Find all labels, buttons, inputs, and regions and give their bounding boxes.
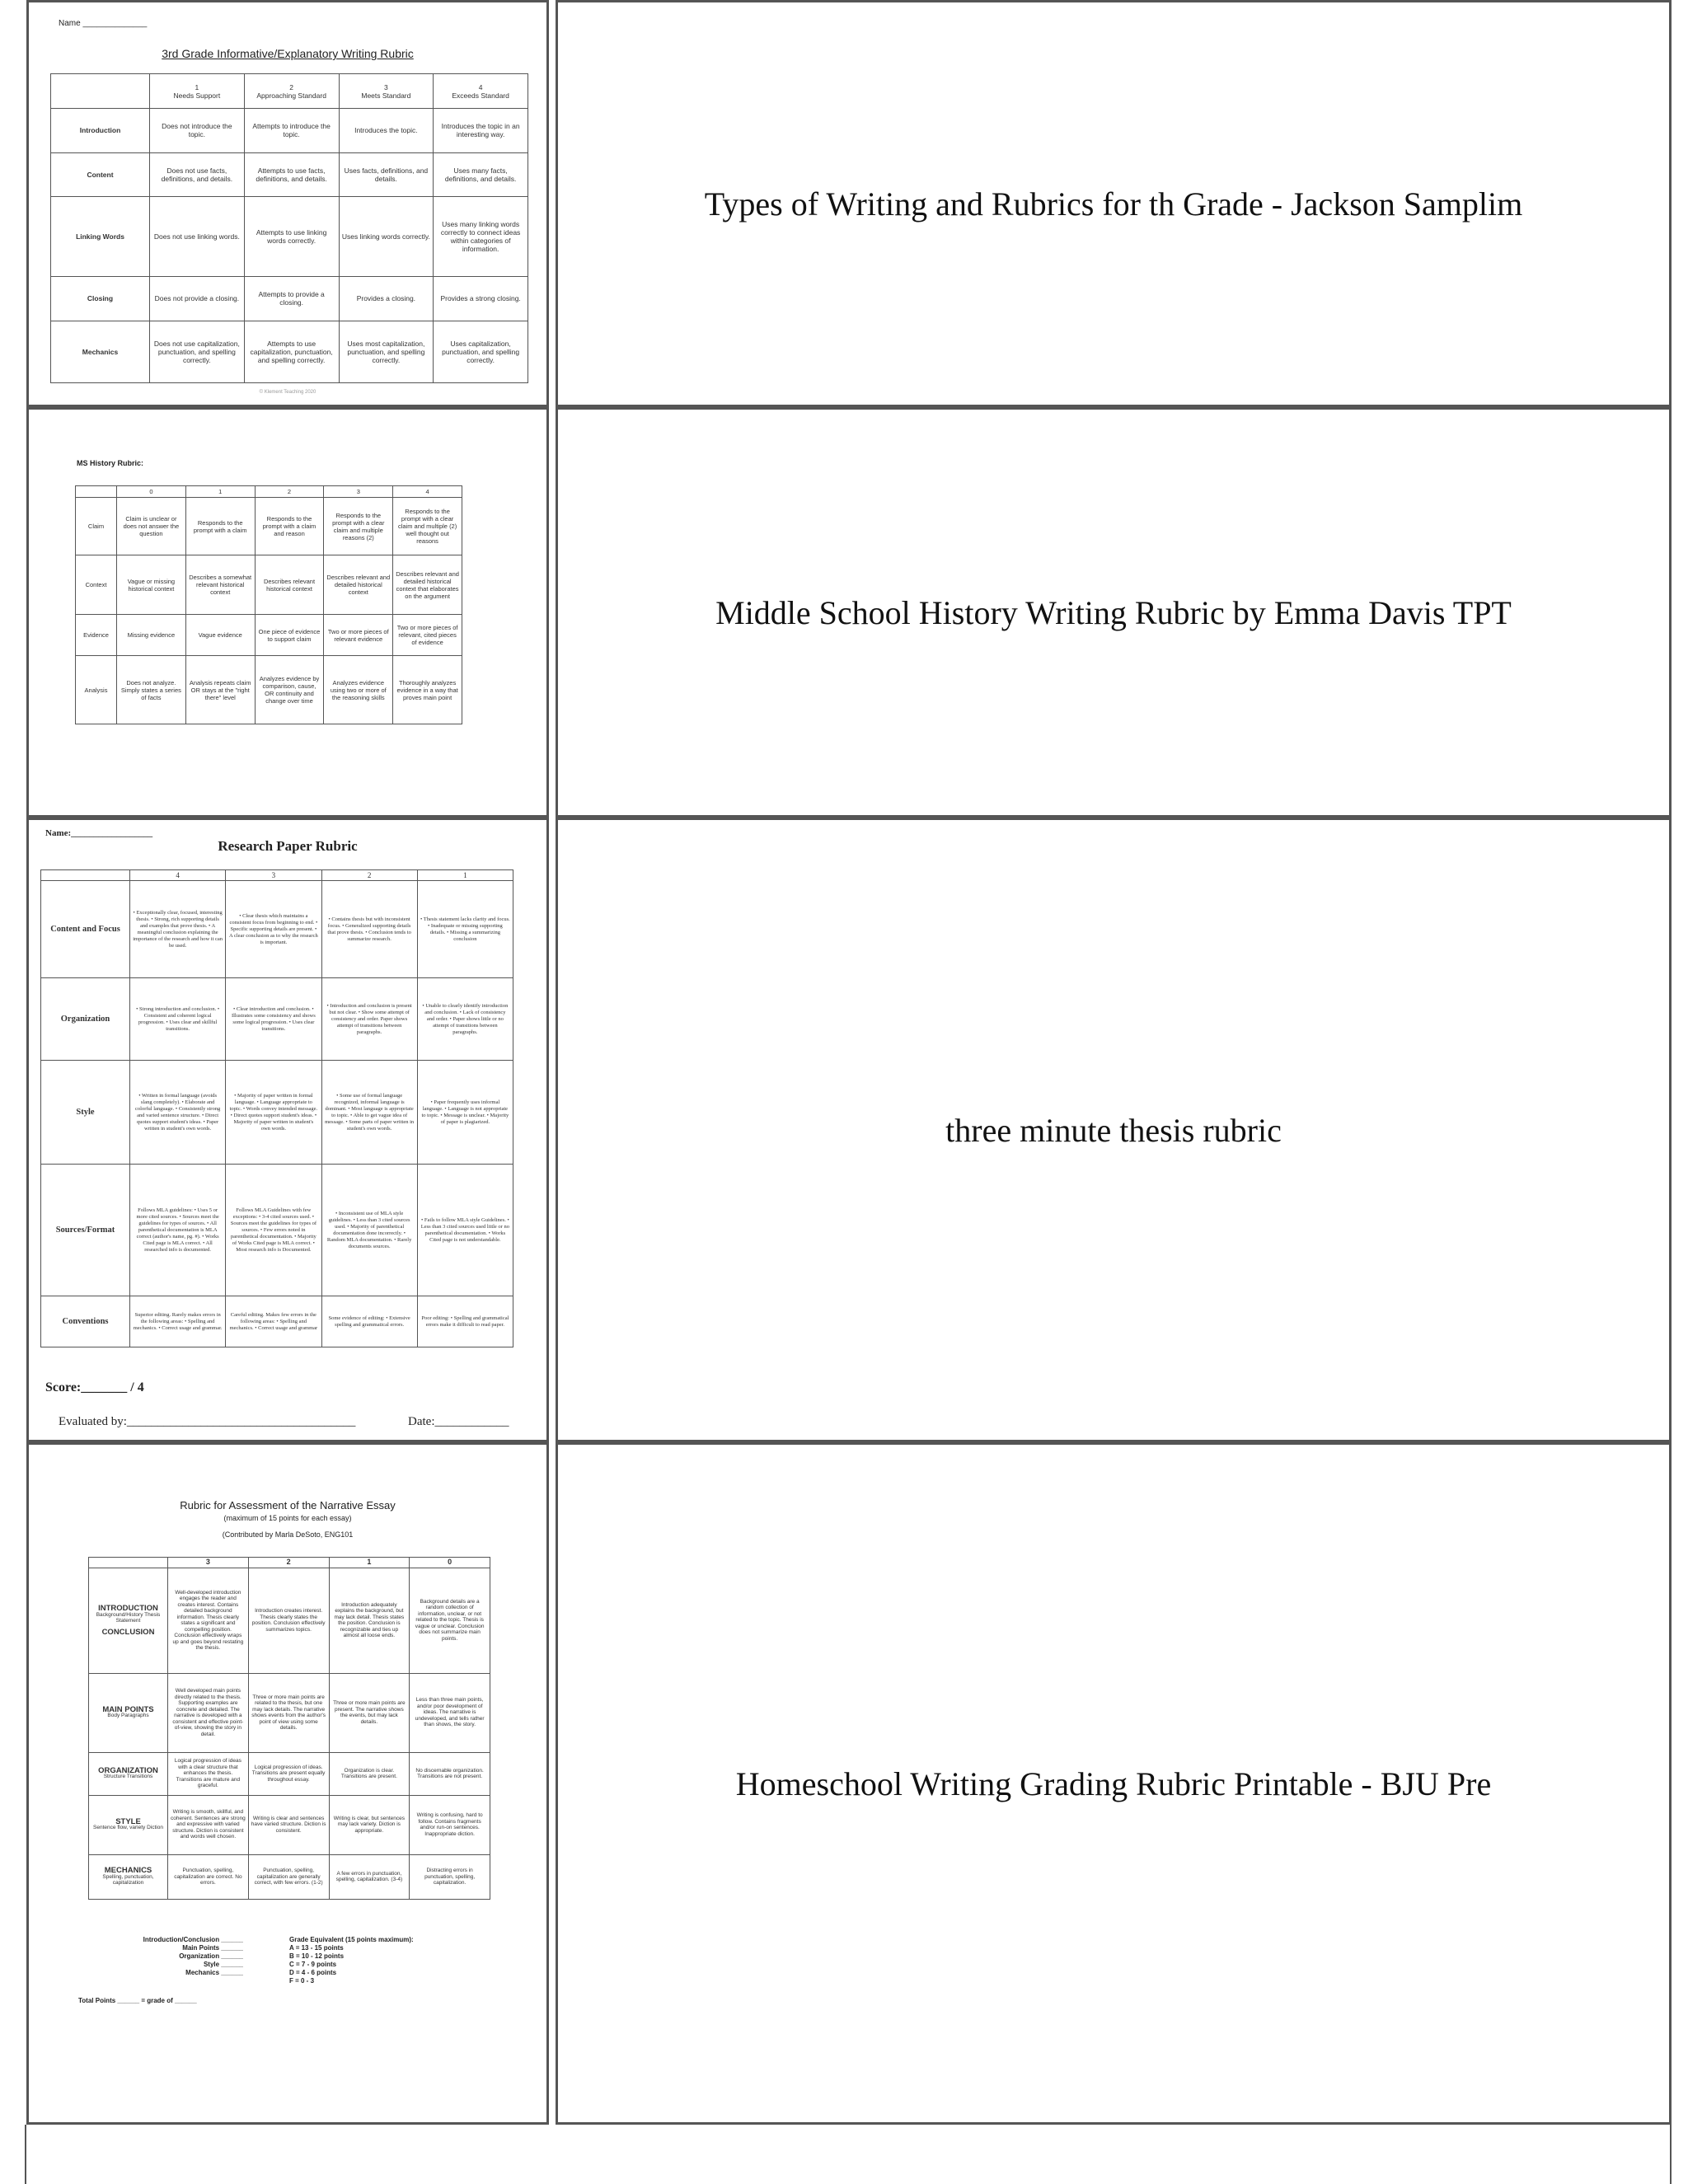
table-cell: • Clear thesis which maintains a consistent focus from beginning to end. • Specific supporting details are present. • A clear conclusion as to why the research is important. <box>226 881 321 978</box>
table-cell: Superior editing. Rarely makes errors in the following areas: • Spelling and mechanics. • Correct usage and grammar. <box>130 1296 226 1347</box>
table-cell: • Majority of paper written in formal language. • Language appropriate to topic. • Words convey intended message. • Direct quotes support student's ideas. • Majority of paper written in student's own words. <box>226 1061 321 1165</box>
table-cell: Three or more main points are present. The narrative shows the events, but may lack details. <box>329 1673 410 1752</box>
table-cell: Uses many linking words correctly to connect ideas within categories of information. <box>434 197 528 277</box>
corner-cell <box>76 486 117 498</box>
rubric-document-2 <box>29 410 546 815</box>
table-cell: One piece of evidence to support claim <box>255 615 324 656</box>
row-header: Closing <box>51 277 150 321</box>
rubric-table <box>50 73 528 383</box>
level-header: 4 <box>393 486 462 498</box>
result-row-1 <box>25 0 1672 407</box>
table-row <box>41 1061 513 1165</box>
table-cell: Uses linking words correctly. <box>339 197 434 277</box>
name-field-label: Name ______________ <box>59 19 148 28</box>
table-cell: Describes a somewhat relevant historical context <box>185 555 255 615</box>
table-cell: Logical progression of ideas. Transitions are present equally throughout essay. <box>248 1752 329 1795</box>
table-cell: Attempts to use capitalization, punctuation, and spelling correctly. <box>244 321 339 382</box>
rubric-document-1 <box>29 2 546 405</box>
rubric-table <box>75 485 462 724</box>
grade-line: C = 7 - 9 points <box>289 1961 337 1968</box>
rubric-title: MS History Rubric: <box>77 459 144 467</box>
table-cell: Distracting errors in punctuation, spelling, capitalization. <box>410 1854 490 1900</box>
tally-line: Introduction/Conclusion ______ <box>143 1936 243 1943</box>
level-header: 3 Meets Standard <box>339 74 434 109</box>
table-row <box>89 1673 490 1752</box>
level-header: 4 Exceeds Standard <box>434 74 528 109</box>
caption-cell-3[interactable] <box>556 818 1672 1442</box>
table-cell: • Exceptionally clear, focused, interesting thesis. • Strong, rich supporting details and examples that prove thesis. • A meaningful conclusion explaining the importance of the research and how it can be used. <box>130 881 226 978</box>
table-cell: Responds to the prompt with a claim <box>185 498 255 555</box>
caption-cell-4[interactable] <box>556 1442 1672 2125</box>
table-row <box>41 978 513 1061</box>
row-header: MECHANICS Spelling, punctuation, capitalization <box>89 1854 168 1900</box>
table-cell: Does not use linking words. <box>150 197 245 277</box>
table-cell: Well developed main points directly related to the thesis. Supporting examples are concrete and detailed. The narrative is developed with a consistent and effective point-of-view, showing the story in detail. <box>168 1673 249 1752</box>
level-header: 2 <box>248 1558 329 1568</box>
rubric-subtitle: (maximum of 15 points for each essay) <box>223 1514 352 1522</box>
table-cell: Punctuation, spelling, capitalization are generally correct, with few errors. (1-2) <box>248 1854 329 1900</box>
table-cell: Attempts to introduce the topic. <box>244 109 339 153</box>
thumbnail-2[interactable] <box>26 407 549 818</box>
table-cell: Provides a strong closing. <box>434 277 528 321</box>
level-header: 1 Needs Support <box>150 74 245 109</box>
tally-line: Organization ______ <box>179 1952 243 1960</box>
caption-cell-2[interactable] <box>556 407 1672 818</box>
row-header: Analysis <box>76 656 117 724</box>
result-caption[interactable]: Middle School History Writing Rubric by Emma Davis TPT <box>715 593 1512 631</box>
table-row <box>51 152 528 197</box>
table-row <box>76 615 462 656</box>
table-row <box>51 109 528 153</box>
name-field-label: Name:__________________ <box>45 828 153 838</box>
level-header: 0 <box>410 1558 490 1568</box>
table-cell: Describes relevant and detailed historical context <box>324 555 393 615</box>
table-cell: • Written in formal language (avoids slang completely). • Elaborate and colorful language. • Consistently strong and varied sentence structure. • Direct quotes support student's ideas. • Paper written in student's own words. <box>130 1061 226 1165</box>
table-cell: No discernable organization. Transitions are not present. <box>410 1752 490 1795</box>
table-row <box>89 1854 490 1900</box>
result-row-3 <box>25 818 1672 1442</box>
table-cell: Analyzes evidence using two or more of the reasoning skills <box>324 656 393 724</box>
result-caption[interactable]: three minute thesis rubric <box>945 1111 1282 1149</box>
table-cell: Describes relevant historical context <box>255 555 324 615</box>
table-row <box>76 498 462 555</box>
corner-cell <box>51 74 150 109</box>
table-cell: Uses most capitalization, punctuation, and spelling correctly. <box>339 321 434 382</box>
corner-cell <box>41 870 130 881</box>
table-cell: • Thesis statement lacks clarity and focus. • Inadequate or missing supporting details. • Missing a summarizing conclusion <box>417 881 513 978</box>
table-cell: Some evidence of editing: • Extensive spelling and grammatical errors. <box>321 1296 417 1347</box>
score-tally <box>78 1936 243 1977</box>
tally-line: Main Points ______ <box>182 1944 243 1952</box>
row-header: Style <box>41 1061 130 1165</box>
table-row <box>89 1752 490 1795</box>
total-points: Total Points ______ = grade of ______ <box>78 1997 197 2004</box>
table-cell: Poor editing: • Spelling and grammatical errors make it difficult to read paper. <box>417 1296 513 1347</box>
table-row <box>41 1165 513 1296</box>
table-cell: Follows MLA Guidelines with few exceptions: • 3-4 cited sources used. • Sources meet the guidelines for types of sources. • Few errors noted in parenthetical documentation. • Majority of Works Cited page is MLA correct. • Most research info is Documented. <box>226 1165 321 1296</box>
table-cell: Introduction creates interest. Thesis clearly states the position. Conclusion effectively summarizes topics. <box>248 1568 329 1673</box>
row-header: Sources/Format <box>41 1165 130 1296</box>
table-cell: Writing is clear and sentences have varied structure. Diction is consistent. <box>248 1795 329 1854</box>
table-cell: Responds to the prompt with a claim and reason <box>255 498 324 555</box>
table-row <box>51 197 528 277</box>
table-cell: Writing is confusing, hard to follow. Contains fragments and/or run-on sentences. Inappropriate diction. <box>410 1795 490 1854</box>
table-cell: • Some use of formal language recognized, informal language is dominant. • Most language is appropriate to topic. • Able to get vague idea of message. • Some parts of paper written in student's own words. <box>321 1061 417 1165</box>
rubric-title: 3rd Grade Informative/Explanatory Writing Rubric <box>162 47 414 60</box>
score-field: Score:_______ / 4 <box>45 1380 144 1394</box>
table-row <box>51 277 528 321</box>
table-cell: A few errors in punctuation, spelling, capitalization. (3-4) <box>329 1854 410 1900</box>
level-header: 3 <box>226 870 321 881</box>
grade-line: D = 4 - 6 points <box>289 1969 337 1976</box>
table-cell: Analyzes evidence by comparison, cause, OR continuity and change over time <box>255 656 324 724</box>
table-cell: Well-developed introduction engages the reader and creates interest. Contains detailed background information. Thesis clearly states a significant and compelling position. Conclusion effectively wraps up and goes beyond restating the thesis. <box>168 1568 249 1673</box>
grid-border-right <box>1670 2125 1672 2184</box>
table-row <box>76 656 462 724</box>
grade-line: F = 0 - 3 <box>289 1977 315 1985</box>
row-header: Claim <box>76 498 117 555</box>
table-cell: • Fails to follow MLA style Guidelines. • Less than 3 cited sources used little or no parenthetical documentation. • Works Cited page is not understandable. <box>417 1165 513 1296</box>
table-cell: Logical progression of ideas with a clear structure that enhances the thesis. Transitions are mature and graceful. <box>168 1752 249 1795</box>
thumbnail-1[interactable] <box>26 0 549 407</box>
grade-equivalents <box>289 1936 414 1985</box>
table-cell: Responds to the prompt with a clear claim and multiple reasons (2) <box>324 498 393 555</box>
table-cell: • Introduction and conclusion is present but not clear. • Show some attempt of consistency and order. Paper shows attempt of transitions between paragraphs. <box>321 978 417 1061</box>
level-header: 2 Approaching Standard <box>244 74 339 109</box>
level-header: 1 <box>185 486 255 498</box>
row-header: ORGANIZATION Structure Transitions <box>89 1752 168 1795</box>
table-cell: Punctuation, spelling, capitalization are correct. No errors. <box>168 1854 249 1900</box>
table-cell: Careful editing. Makes few errors in the following areas: • Spelling and mechanics. • Correct usage and grammar <box>226 1296 321 1347</box>
table-cell: • Clear introduction and conclusion. • Illustrates some consistency and shows some logical progression. • Uses clear transitions. <box>226 978 321 1061</box>
table-cell: Uses many facts, definitions, and details. <box>434 152 528 197</box>
level-header: 1 <box>417 870 513 881</box>
result-row-4 <box>25 1442 1672 2125</box>
table-cell: Attempts to provide a closing. <box>244 277 339 321</box>
table-cell: Claim is unclear or does not answer the question <box>117 498 186 555</box>
table-cell: Does not use capitalization, punctuation, and spelling correctly. <box>150 321 245 382</box>
table-cell: Follows MLA guidelines: • Uses 5 or more cited sources. • Sources meet the guidelines for types of sources. • All parenthetical documentation is MLA correct (author's name, pg. #). • Works Cited page is MLA correct. • All researched info is documented. <box>130 1165 226 1296</box>
table-row <box>76 555 462 615</box>
table-cell: Writing is clear, but sentences may lack variety. Diction is appropriate. <box>329 1795 410 1854</box>
level-header: 2 <box>321 870 417 881</box>
table-cell: Vague or missing historical context <box>117 555 186 615</box>
copyright-footer: © Klement Teaching 2020 <box>259 390 316 395</box>
rubric-document-3 <box>29 820 546 1440</box>
rubric-title: Research Paper Rubric <box>218 838 358 854</box>
table-row <box>41 881 513 978</box>
table-cell: Does not introduce the topic. <box>150 109 245 153</box>
table-cell: Two or more pieces of relevant, cited pieces of evidence <box>393 615 462 656</box>
rubric-document-4 <box>29 1445 546 2122</box>
date-field: Date:____________ <box>408 1415 509 1428</box>
table-cell: Vague evidence <box>185 615 255 656</box>
result-row-2 <box>25 407 1672 818</box>
row-header: Conventions <box>41 1296 130 1347</box>
table-cell: Three or more main points are related to the thesis, but one may lack details. The narrative shows events from the author's point of view using some details. <box>248 1673 329 1752</box>
result-caption[interactable]: Types of Writing and Rubrics for th Grade - Jackson Samplim <box>704 185 1523 223</box>
table-cell: Analysis repeats claim OR stays at the "right there" level <box>185 656 255 724</box>
table-cell: Missing evidence <box>117 615 186 656</box>
level-header: 2 <box>255 486 324 498</box>
table-cell: • Unable to clearly identify introduction and conclusion. • Lack of consistency and order. • Paper shows little or no attempt of transitions between paragraphs. <box>417 978 513 1061</box>
rubric-title: Rubric for Assessment of the Narrative Essay <box>180 1499 396 1511</box>
table-cell: • Contains thesis but with inconsistent focus. • Generalized supporting details that prove thesis. • Conclusion tends to summarize research. <box>321 881 417 978</box>
grade-line: A = 13 - 15 points <box>289 1944 344 1952</box>
grade-line: B = 10 - 12 points <box>289 1952 345 1960</box>
table-cell: Less than three main points, and/or poor development of ideas. The narrative is undeveloped, and tells rather than shows, the story. <box>410 1673 490 1752</box>
table-cell: Organization is clear. Transitions are present. <box>329 1752 410 1795</box>
table-row <box>41 1296 513 1347</box>
table-cell: • Paper frequently uses informal language. • Language is not appropriate to topic. • Message is unclear. • Majority of paper is plagiarized. <box>417 1061 513 1165</box>
row-header: INTRODUCTION Background/History Thesis Statement CONCLUSION <box>89 1568 168 1673</box>
corner-cell <box>89 1558 168 1568</box>
evaluated-by-field: Evaluated by:_____________________________________ <box>59 1415 356 1428</box>
table-cell: Two or more pieces of relevant evidence <box>324 615 393 656</box>
table-cell: Does not use facts, definitions, and details. <box>150 152 245 197</box>
table-cell: Writing is smooth, skillful, and coherent. Sentences are strong and expressive with varied structure. Diction is consistent and words well chosen. <box>168 1795 249 1854</box>
level-header: 3 <box>324 486 393 498</box>
row-header: Linking Words <box>51 197 150 277</box>
table-cell: • Inconsistent use of MLA style guidelines. • Less than 3 cited sources used. • Majority of parenthetical documentation done incorrectly. • Random MLA documentation. • Rarely documents sources. <box>321 1165 417 1296</box>
row-header: Organization <box>41 978 130 1061</box>
rubric-table <box>40 869 513 1347</box>
table-cell: Introduces the topic in an interesting way. <box>434 109 528 153</box>
table-cell: Does not provide a closing. <box>150 277 245 321</box>
row-header: MAIN POINTS Body Paragraphs <box>89 1673 168 1752</box>
thumbnail-4[interactable] <box>26 1442 549 2125</box>
row-header: Mechanics <box>51 321 150 382</box>
tally-line: Style ______ <box>203 1961 243 1968</box>
row-header: Introduction <box>51 109 150 153</box>
table-row <box>89 1795 490 1854</box>
row-header: Content <box>51 152 150 197</box>
caption-cell-1[interactable] <box>556 0 1672 407</box>
row-header: STYLE Sentence flow, variety Diction <box>89 1795 168 1854</box>
result-caption[interactable]: Homeschool Writing Grading Rubric Printable - BJU Pre <box>735 1765 1492 1802</box>
row-header: Evidence <box>76 615 117 656</box>
table-cell: Introduces the topic. <box>339 109 434 153</box>
table-cell: Uses capitalization, punctuation, and spelling correctly. <box>434 321 528 382</box>
thumbnail-3[interactable] <box>26 818 549 1442</box>
row-header: Content and Focus <box>41 881 130 978</box>
table-row <box>89 1568 490 1673</box>
grade-title: Grade Equivalent (15 points maximum): <box>289 1936 414 1943</box>
table-cell: Thoroughly analyzes evidence in a way that proves main point <box>393 656 462 724</box>
row-header: Context <box>76 555 117 615</box>
table-cell: Attempts to use facts, definitions, and details. <box>244 152 339 197</box>
table-cell: Introduction adequately explains the background, but may lack detail. Thesis states the position. Conclusion is recognizable and ties up almost all loose ends. <box>329 1568 410 1673</box>
table-cell: Describes relevant and detailed historical context that elaborates on the argument <box>393 555 462 615</box>
table-cell: • Strong introduction and conclusion. • Consistent and coherent logical progression. • Uses clear and skillful transitions. <box>130 978 226 1061</box>
table-cell: Does not analyze. Simply states a series of facts <box>117 656 186 724</box>
table-cell: Responds to the prompt with a clear claim and multiple (2) well thought out reasons <box>393 498 462 555</box>
table-cell: Background details are a random collection of information, unclear, or not related to the topic. Thesis is vague or unclear. Conclusion does not summarize main points. <box>410 1568 490 1673</box>
grid-border-left <box>25 2125 26 2184</box>
table-cell: Provides a closing. <box>339 277 434 321</box>
table-cell: Attempts to use linking words correctly. <box>244 197 339 277</box>
level-header: 3 <box>168 1558 249 1568</box>
rubric-table <box>88 1557 490 1900</box>
table-cell: Uses facts, definitions, and details. <box>339 152 434 197</box>
level-header: 4 <box>130 870 226 881</box>
tally-line: Mechanics ______ <box>185 1969 243 1976</box>
contributor-line: (Contributed by Marla DeSoto, ENG101 <box>222 1530 354 1539</box>
level-header: 1 <box>329 1558 410 1568</box>
table-row <box>51 321 528 382</box>
level-header: 0 <box>117 486 186 498</box>
